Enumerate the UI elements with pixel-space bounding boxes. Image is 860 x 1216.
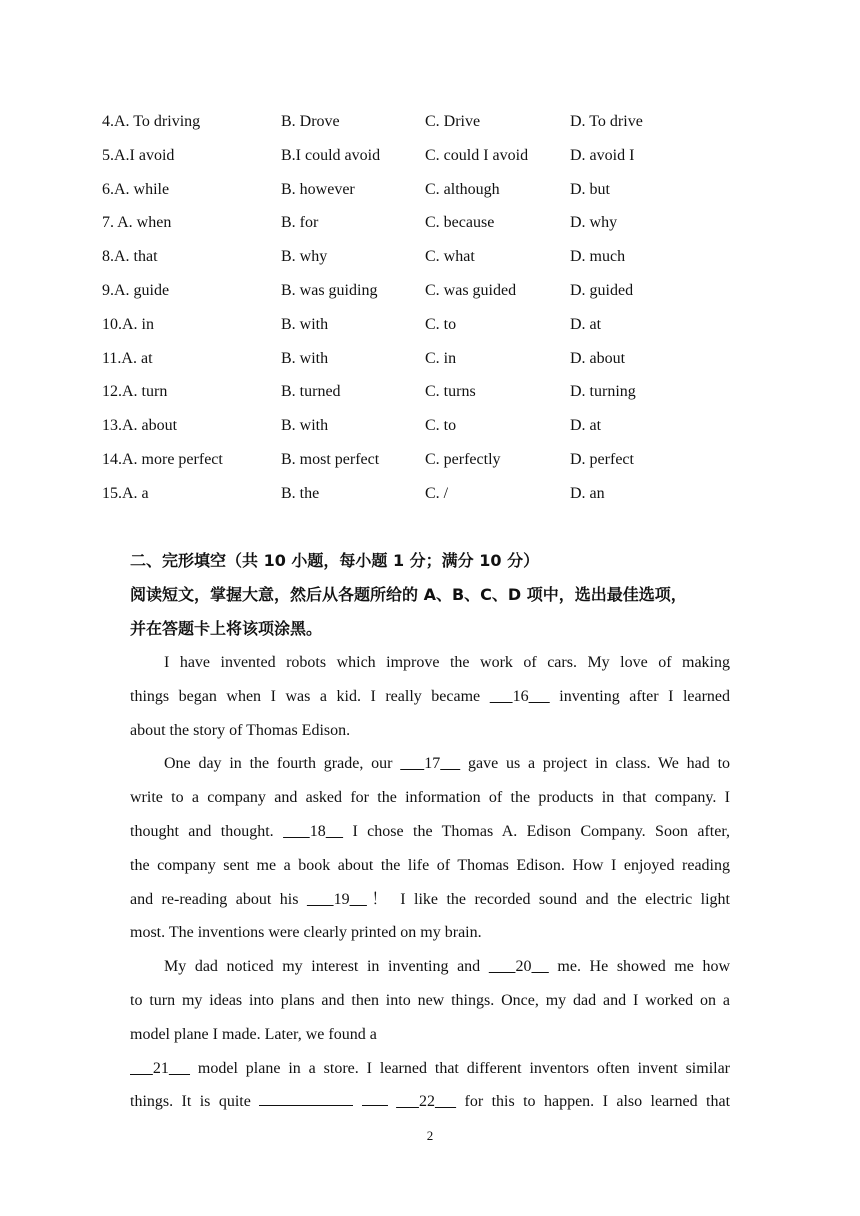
option-a: 6.A. while <box>102 180 170 198</box>
option-c: C. was guided <box>425 281 517 299</box>
option-a: 10.A. in <box>102 315 154 333</box>
option-c: C. to <box>425 417 457 435</box>
passage-line: most. The inventions were clearly printed on my brain. <box>130 924 482 942</box>
passage-line: things began when I was a kid. I really became 16 inventing after I learned <box>130 685 730 719</box>
option-a: 15.A. a <box>102 484 149 502</box>
question-row <box>102 313 742 347</box>
option-b: B. turned <box>281 383 341 401</box>
passage-line: I have invented robots which improve the work of cars. My love of making <box>164 654 730 671</box>
option-a: 4.A. To driving <box>102 113 201 130</box>
option-b: B. with <box>281 315 329 333</box>
option-d: D. perfect <box>570 450 634 468</box>
option-d: D. at <box>570 315 602 333</box>
option-c: C. perfectly <box>425 450 501 468</box>
option-d: D. avoid I <box>570 146 635 164</box>
option-b: B. was guiding <box>281 281 378 299</box>
option-a: 5.A.I avoid <box>102 146 175 164</box>
question-row <box>102 347 742 381</box>
option-b: B. most perfect <box>281 450 380 468</box>
question-row <box>102 482 742 516</box>
option-b: B. with <box>281 349 329 367</box>
option-d: D. about <box>570 349 626 367</box>
passage-line: thought and thought. 18 I chose the Thomas A. Edison Company. Soon after, <box>130 820 730 854</box>
option-a: 8.A. that <box>102 248 158 266</box>
option-b: B. with <box>281 417 329 435</box>
option-a: 9.A. guide <box>102 281 170 299</box>
option-c: C. turns <box>425 383 476 401</box>
question-row <box>102 245 742 279</box>
passage-line: My dad noticed my interest in inventing and 20 me. He showed me how <box>130 955 730 989</box>
question-row <box>102 211 742 245</box>
option-d: D. at <box>570 417 602 435</box>
option-c: C. could I avoid <box>425 146 529 164</box>
passage-line: about the story of Thomas Edison. <box>130 721 351 739</box>
passage-line: things. It is quite 22 for this to happen. I also learned that <box>130 1090 730 1124</box>
option-d: D. but <box>570 180 610 198</box>
passage-line: the company sent me a book about the life of Thomas Edison. How I enjoyed reading <box>130 856 730 874</box>
option-c: C. what <box>425 248 475 266</box>
option-b: B.I could avoid <box>281 146 381 164</box>
section-instruction: 阅读短文，掌握大意，然后从各题所给的 A、B、C、D 项中，选出最佳选项， <box>130 585 687 604</box>
option-d: D. guided <box>570 281 634 299</box>
passage-line: 21 model plane in a store. I learned that different inventors often invent similar <box>130 1057 730 1091</box>
blank-21: 21 <box>152 1059 169 1077</box>
question-row <box>102 380 742 414</box>
blank-17: 17 <box>424 755 441 773</box>
option-c: C. Drive <box>425 113 481 130</box>
section-instruction: 并在答题卡上将该项涂黑。 <box>130 619 323 638</box>
option-c: C. in <box>425 349 457 367</box>
option-a: 13.A. about <box>102 417 178 435</box>
question-row <box>102 448 742 482</box>
passage-line: write to a company and asked for the information of the products in that company. I <box>130 789 730 807</box>
blank-16: 16 <box>512 687 529 705</box>
answer-options-table <box>102 110 742 516</box>
option-a: 12.A. turn <box>102 383 168 401</box>
option-d: D. much <box>570 248 626 266</box>
option-b: B. the <box>281 484 320 502</box>
question-row <box>102 110 742 144</box>
passage-line: to turn my ideas into plans and then into new things. Once, my dad and I worked on a <box>130 991 730 1009</box>
option-a: 14.A. more perfect <box>102 450 223 468</box>
section-heading: 二、完形填空（共 10 小题，每小题 1 分；满分 10 分） <box>130 551 540 570</box>
passage-line: model plane I made. Later, we found a <box>130 1025 377 1043</box>
option-d: D. why <box>570 214 618 232</box>
option-a: 7. A. when <box>102 214 172 232</box>
passage-line: and re-reading about his 19 ！ I like the recorded sound and the electric light <box>130 888 730 922</box>
question-row <box>102 178 742 212</box>
underline <box>259 1090 353 1106</box>
option-d: D. turning <box>570 383 636 401</box>
question-row <box>102 414 742 448</box>
underline <box>362 1090 388 1106</box>
page-number: 2 <box>426 1128 434 1143</box>
option-c: C. / <box>425 484 449 502</box>
option-b: B. for <box>281 214 319 232</box>
cloze-passage <box>130 651 730 1124</box>
blank-22: 22 <box>418 1093 435 1111</box>
option-c: C. to <box>425 315 457 333</box>
passage-line: One day in the fourth grade, our 17 gave us a project in class. We had to <box>130 752 730 786</box>
option-b: B. however <box>281 180 355 198</box>
blank-19: 19 <box>333 890 350 908</box>
option-a: 11.A. at <box>102 349 153 367</box>
option-d: D. To drive <box>570 113 643 130</box>
option-b: B. Drove <box>281 113 340 130</box>
question-row <box>102 144 742 178</box>
question-row <box>102 279 742 313</box>
option-c: C. although <box>425 180 500 198</box>
blank-18: 18 <box>309 822 326 840</box>
option-b: B. why <box>281 248 328 266</box>
option-c: C. because <box>425 214 495 232</box>
blank-20: 20 <box>515 958 532 976</box>
option-d: D. an <box>570 484 605 502</box>
